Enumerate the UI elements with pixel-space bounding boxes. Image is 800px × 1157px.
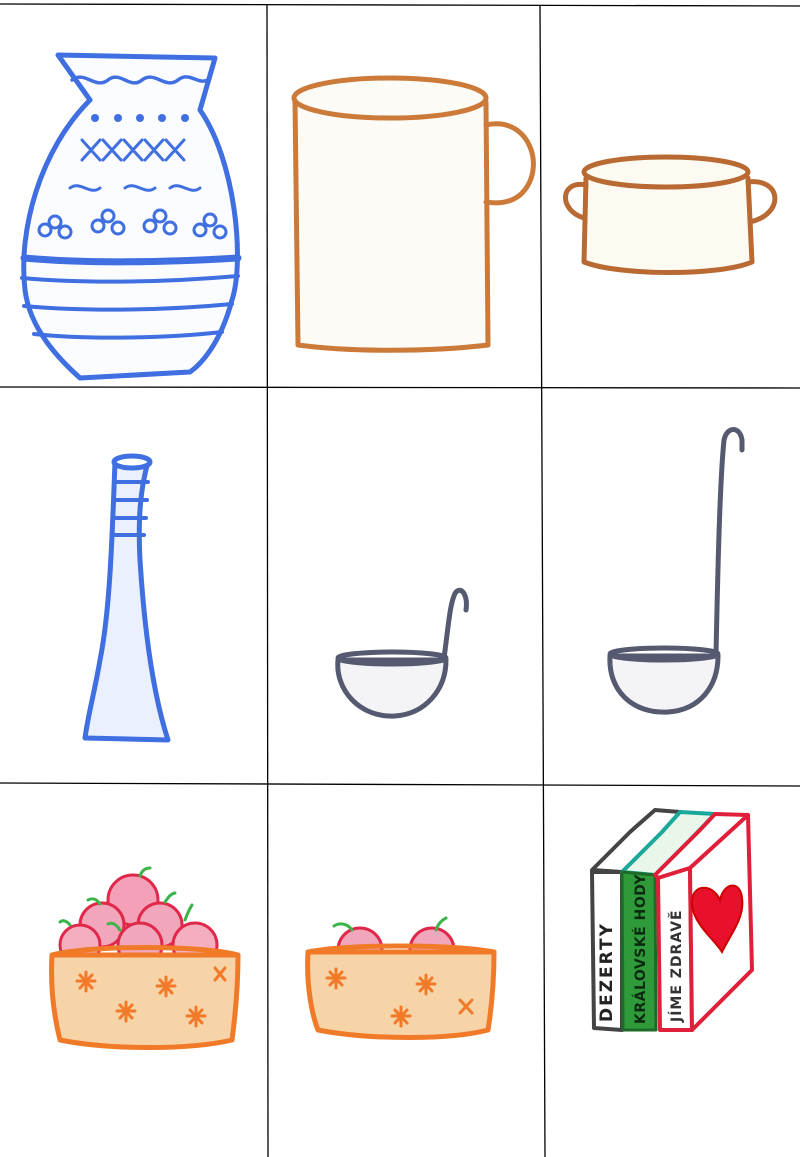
card-books[interactable] <box>592 810 752 1030</box>
card-mug-large[interactable] <box>294 78 533 350</box>
ladle-small-icon <box>338 590 467 716</box>
card-vase-large[interactable] <box>22 55 238 378</box>
card-basket-half[interactable] <box>308 918 494 1038</box>
book-title-dezerty: DEZERTY <box>597 922 617 1022</box>
vase-narrow-icon <box>85 456 168 740</box>
pot-icon <box>565 157 774 273</box>
mug-icon <box>294 78 533 350</box>
ladle-long-icon <box>610 430 742 713</box>
card-basket-full[interactable] <box>52 868 238 1048</box>
card-pot[interactable] <box>565 157 774 273</box>
basket-half-icon <box>308 946 494 1038</box>
card-vase-narrow[interactable] <box>85 456 168 740</box>
book-title-kralovske-hody: KRÁLOVSKÉ HODY <box>633 874 649 1024</box>
basket-full-icon <box>52 948 238 1048</box>
vase-large-icon <box>22 55 238 378</box>
card-ladle-small[interactable] <box>338 590 467 716</box>
book-title-jime-zdrave: JÍME ZDRAVĚ <box>669 909 685 1022</box>
card-ladle-long[interactable] <box>610 430 742 713</box>
